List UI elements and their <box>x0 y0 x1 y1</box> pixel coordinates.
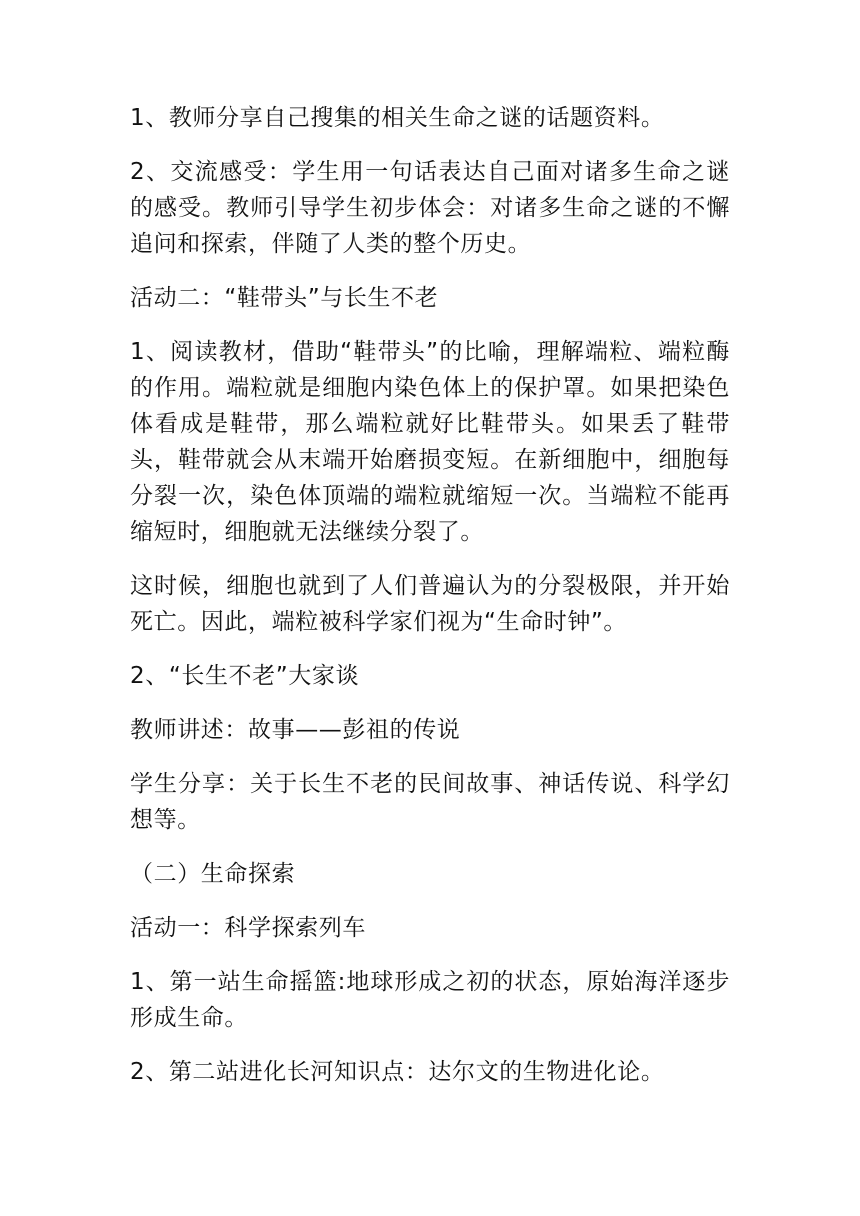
paragraph-second-station: 2、第二站进化长河知识点：达尔文的生物进化论。 <box>130 1059 665 1085</box>
paragraph-teacher-share: 1、教师分享自己搜集的相关生命之谜的话题资料。 <box>130 105 665 131</box>
heading-life-exploration: （二）生命探索 <box>130 861 296 887</box>
paragraph-first-station: 1、第一站生命摇篮:地球形成之初的状态，原始海洋逐步形成生命。 <box>130 969 730 1031</box>
heading-activity-two: 活动二：“鞋带头”与长生不老 <box>130 285 439 311</box>
paragraph-read-textbook: 1、阅读教材，借助“鞋带头”的比喻，理解端粒、端粒酶的作用。端粒就是细胞内染色体上的保护罩。如果把染色体看成是鞋带，那么端粒就好比鞋带头。如果丢了鞋带头，鞋带就会从末端开始磨损变短。在新细胞中，细胞每分裂一次，染色体顶端的端粒就缩短一次。当端粒不能再缩短时，细胞就无法继续分裂了。 <box>130 339 730 545</box>
paragraph-exchange-feelings: 2、交流感受：学生用一句话表达自己面对诸多生命之谜的感受。教师引导学生初步体会：对诸多生命之谜的不懈追问和探索，伴随了人类的整个历史。 <box>130 159 730 257</box>
paragraph-teacher-story: 教师讲述：故事——彭祖的传说 <box>130 717 461 743</box>
document-page <box>130 100 730 1108</box>
paragraph-cell-division-limit: 这时候，细胞也就到了人们普遍认为的分裂极限，并开始死亡。因此，端粒被科学家们视为“生命时钟”。 <box>130 573 730 635</box>
paragraph-student-share: 学生分享：关于长生不老的民间故事、神话传说、科学幻想等。 <box>130 771 730 833</box>
heading-activity-one: 活动一：科学探索列车 <box>130 915 366 941</box>
heading-longevity-discussion: 2、“长生不老”大家谈 <box>130 663 360 689</box>
